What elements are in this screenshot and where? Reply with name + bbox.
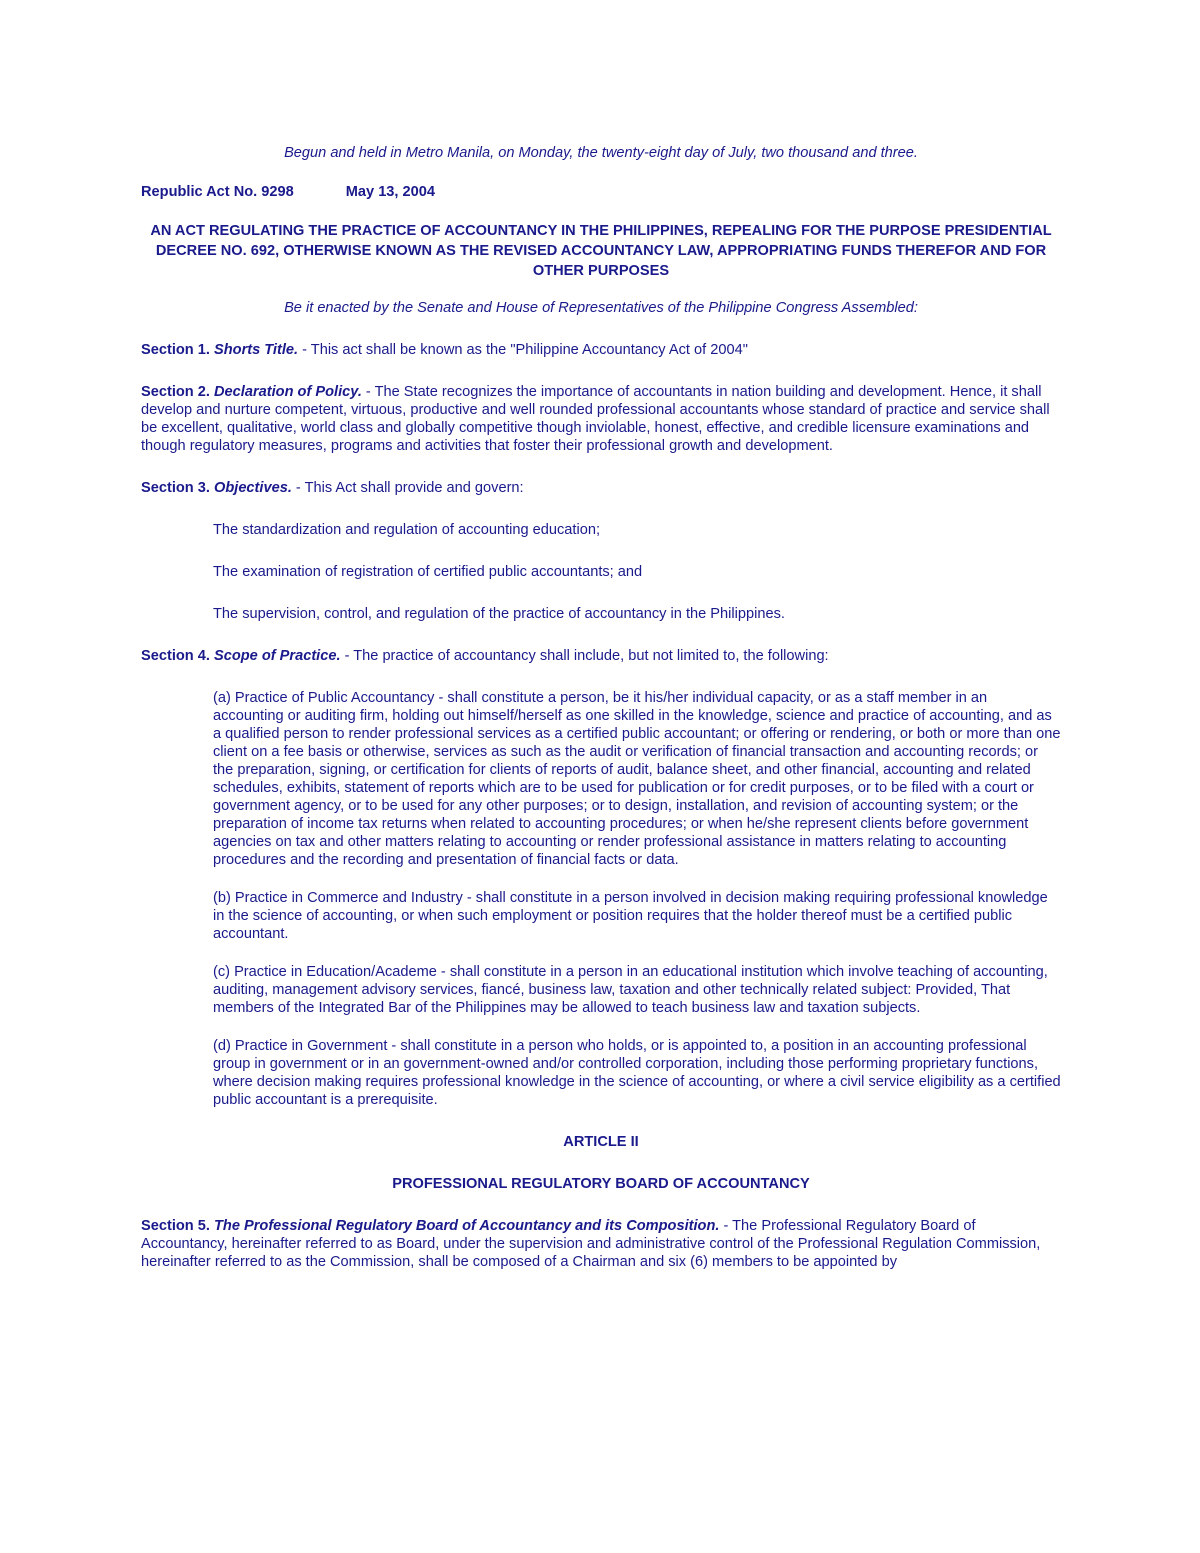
document-page: [141, 144, 1061, 1271]
section-body: - The practice of accountancy shall include, but not limited to, the following:: [340, 648, 829, 664]
article-label: ARTICLE II: [563, 1134, 639, 1150]
section-body: - This act shall be known as the "Philippine Accountancy Act of 2004": [298, 342, 748, 358]
section-1: [141, 341, 1061, 359]
enacting-clause: Be it enacted by the Senate and House of Representatives of the Philippine Congress Assembled:: [284, 300, 918, 316]
section-body: - The Professional Regulatory Board of Accountancy, hereinafter referred to as Board, under the supervision and administrative control of the Professional Regulation Commission, hereinafter referred to as the Commission, shall be composed of a Chairman and six (6) members to be appointed by: [141, 1218, 1041, 1270]
act-date: May 13, 2004: [345, 184, 436, 200]
article-heading: PROFESSIONAL REGULATORY BOARD OF ACCOUNTANCY: [392, 1176, 810, 1192]
section-2: [141, 383, 1061, 455]
scope-list: [213, 689, 1061, 1109]
section-number: Section 3.: [141, 480, 210, 496]
section-title: Objectives.: [214, 480, 292, 496]
list-item: The standardization and regulation of accounting education;: [213, 522, 601, 538]
section-number: Section 2.: [141, 384, 210, 400]
act-number-line: [141, 183, 1061, 201]
section-number: Section 5.: [141, 1218, 210, 1234]
section-body: - The State recognizes the importance of accountants in nation building and development. Hence, it shall develop and nurture competent, virtuous, productive and well rounded professional accountants whose standard of practice and service shall be excellent, qualitative, world class and globally competitive though inviolable, honest, effective, and credible licensure examinations and though regulatory measures, programs and activities that foster their professional growth and development.: [141, 384, 1050, 454]
section-title: Scope of Practice.: [214, 648, 341, 664]
section-3: [141, 479, 1061, 497]
section-number: Section 1.: [141, 342, 210, 358]
section-title: The Professional Regulatory Board of Accountancy and its Composition.: [214, 1218, 720, 1234]
act-number: Republic Act No. 9298: [141, 184, 294, 200]
section-title: Shorts Title.: [214, 342, 299, 358]
section-body: - This Act shall provide and govern:: [291, 480, 524, 496]
objectives-list: [141, 521, 1061, 623]
section-5: [141, 1217, 1061, 1271]
act-title: AN ACT REGULATING THE PRACTICE OF ACCOUNTANCY IN THE PHILIPPINES, REPEALING FOR THE PURPOSE PRESIDENTIAL DECREE NO. 692, OTHERWISE KNOWN AS THE REVISED ACCOUNTANCY LAW, APPROPRIATING FUNDS THEREFOR AND FOR OTHER PURPOSES: [150, 223, 1052, 279]
section-number: Section 4.: [141, 648, 210, 664]
list-item: (d) Practice in Government - shall constitute in a person who holds, or is appointed to, a position in an accounting professional group in government or in an government-owned and/or controlled corporation, including those performing proprietary functions, where decision making requires professional knowledge in the science of accounting, or where a civil service eligibility as a certified public accountant is a prerequisite.: [213, 1038, 1061, 1108]
section-4: [141, 647, 1061, 665]
intro-line: Begun and held in Metro Manila, on Monday, the twenty-eight day of July, two thousand and three.: [284, 145, 918, 161]
section-title: Declaration of Policy.: [214, 384, 362, 400]
list-item: The examination of registration of certified public accountants; and: [213, 564, 643, 580]
list-item: (b) Practice in Commerce and Industry - shall constitute in a person involved in decision making requiring professional knowledge in the science of accounting, or when such employment or position requires that the holder thereof must be a certified public accountant.: [213, 890, 1048, 942]
list-item: (c) Practice in Education/Academe - shall constitute in a person in an educational institution which involve teaching of accounting, auditing, management advisory services, fiancé, business law, taxation and other technically related subject: Provided, That members of the Integrated Bar of the Philippines may be allowed to teach business law and taxation subjects.: [213, 964, 1048, 1016]
list-item: The supervision, control, and regulation of the practice of accountancy in the Philippines.: [213, 606, 785, 622]
list-item: (a) Practice of Public Accountancy - shall constitute a person, be it his/her individual capacity, or as a staff member in an accounting or auditing firm, holding out himself/herself as one skilled in the knowledge, science and practice of accounting, and as a qualified person to render professional services as a certified public accountant; or offering or rendering, or both or more than one client on a fee basis or otherwise, services as such as the audit or verification of financial transaction and accounting records; or the preparation, signing, or certification for clients of reports of audit, balance sheet, and other financial, accounting and related schedules, exhibits, statement of reports which are to be used for publication or for credit purposes, or to be filed with a court or government agency, or to be used for any other purposes; or to design, installation, and revision of accounting system; or the preparation of income tax returns when related to accounting procedures; or when he/she represent clients before government agencies on tax and other matters relating to accounting or render professional assistance in matters relating to accounting procedures and the recording and presentation of financial facts or data.: [213, 690, 1061, 868]
